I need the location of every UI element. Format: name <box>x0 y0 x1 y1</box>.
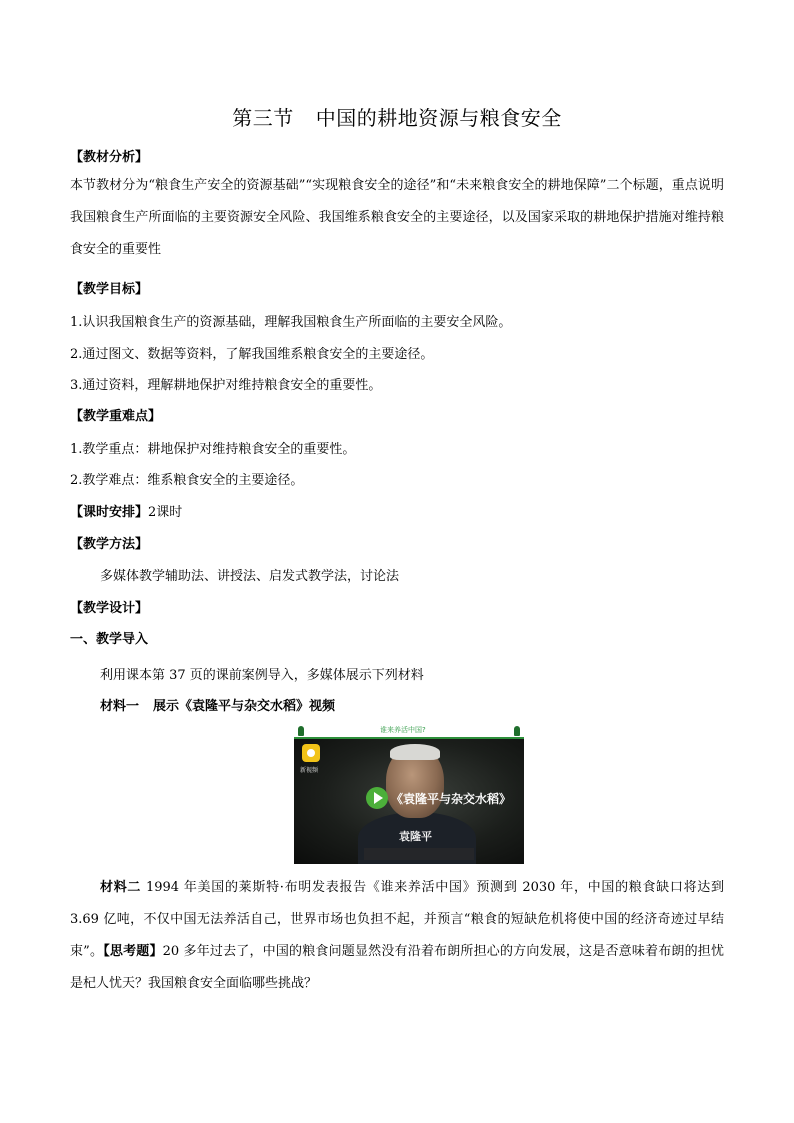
method-text: 多媒体教学辅助法、讲授法、启发式教学法，讨论法 <box>100 569 400 584</box>
title-section: 第三节 <box>232 106 294 130</box>
title-main: 中国的耕地资源与粮食安全 <box>315 106 562 130</box>
material2-label: 材料二 <box>100 880 142 895</box>
material2-text: 1994 年美国的莱斯特·布明发表报告《谁来养活中国》预测到 2030 年，中国的粮食缺口将达到 3.69 亿吨，不仅中国无法养活自己，世界市场也负担不起，并预言“粮食的短缺危机将使中国的经济奇迹过早结束”。 <box>70 880 724 959</box>
material2-paragraph <box>70 872 724 1000</box>
app-name: 新视频 <box>300 767 319 774</box>
analysis-text: 本节教材分为“粮食生产安全的资源基础”“实现粮食安全的途径”和“未来粮食安全的耕地保障”二个标题，重点说明我国粮食生产所面临的主要资源安全风险、我国维系粮食安全的主要途径，以及国家采取的耕地保护措施对维持粮食安全的重要性 <box>70 178 724 257</box>
goal-item: 3.通过资料，理解耕地保护对维持粮食安全的重要性。 <box>70 378 382 393</box>
play-icon[interactable] <box>366 787 388 809</box>
think-text: 20 多年过去了，中国的粮食问题显然没有沿着布朗所担心的方向发展，这是否意味着布朗的担忧是杞人忧天？我国粮食安全面临哪些挑战？ <box>70 944 724 991</box>
design-heading: 【教学设计】 <box>70 601 149 616</box>
tree-icon <box>514 726 520 736</box>
keypoint-item: 2.教学难点：维系粮食安全的主要途径。 <box>70 473 304 488</box>
schedule-heading: 【课时安排】 <box>70 505 149 520</box>
keypoint-item: 1.教学重点：耕地保护对维持粮食安全的重要性。 <box>70 442 356 457</box>
video-banner-text: 谁来养活中国? <box>380 726 426 734</box>
page-title <box>0 102 794 131</box>
video-person-name: 袁隆平 <box>399 830 432 843</box>
video-title: 《袁隆平与杂交水稻》 <box>391 792 512 806</box>
method-heading: 【教学方法】 <box>70 537 149 552</box>
material1-label: 材料一 <box>100 699 140 714</box>
goals-heading: 【教学目标】 <box>70 282 149 297</box>
portrait-hair <box>390 744 440 760</box>
material1-line <box>100 695 335 714</box>
think-label: 【思考题】 <box>103 944 163 959</box>
keypoints-heading: 【教学重难点】 <box>70 409 162 424</box>
video-caption-bar <box>364 848 474 860</box>
app-logo-icon <box>302 744 320 762</box>
tree-icon <box>298 726 304 736</box>
goal-item: 1.认识我国粮食生产的资源基础，理解我国粮食生产所面临的主要安全风险。 <box>70 315 512 330</box>
video-banner <box>294 724 524 738</box>
schedule-line <box>70 501 182 520</box>
analysis-heading: 【教材分析】 <box>70 150 149 165</box>
intro-heading: 一、教学导入 <box>70 632 149 647</box>
video-thumbnail[interactable] <box>294 724 524 864</box>
schedule-value: 2课时 <box>148 505 183 520</box>
intro-text: 利用课本第 37 页的课前案例导入，多媒体展示下列材料 <box>100 668 424 683</box>
goal-item: 2.通过图文、数据等资料，了解我国维系粮食安全的主要途径。 <box>70 347 434 362</box>
material1-text: 展示《袁隆平与杂交水稻》视频 <box>153 699 336 714</box>
